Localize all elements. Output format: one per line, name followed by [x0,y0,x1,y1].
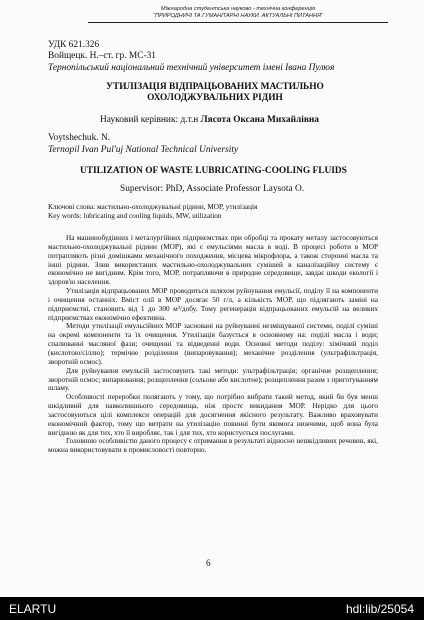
conference-header [88,6,388,19]
university-en: Ternopil Ivan Pul'uj National Technical University [48,145,239,155]
keywords-ua: Ключові слова: мастильно-охолоджувальні рідини, МОР, утилізація [48,203,258,211]
supervisor-ua-name: Лясота Оксана Михайлівна [200,115,319,125]
conference-header-line1: Міжнародна студентська науково - технічна конференція [160,6,316,12]
title-ua: УТИЛІЗАЦІЯ ВІДПРАЦЬОВАНИХ МАСТИЛЬНО ОХОЛОДЖУВАЛЬНИХ РІДИН [106,82,324,103]
handle-id[interactable]: hdl:lib/25054 [345,602,414,616]
paragraph: Особливості переробки полягають у тому, що потрібно вибрати такий метод, який би був менш шкідливий для навколишнього середовища, ніж простє викидання МОР. Нерідко для цього застосовуються цілі комплекси операцій для досягнення якісного результату. Важливо враховувати економічний фактор, тому що витрати на утилізацію повинні бути якомога нижчими, щоб вона була вигідною як для тих, хто її виробляє, так і для тих, хто користується послугами. [48,393,378,437]
supervisor-en: Supervisor: PhD, Associate Professor Laysota O. [120,184,305,194]
paragraph: Для руйнування емульсій застосовують такі методи: ультрафільтрація; органічне розщеплення; зворотній осмос; випарювання; розщеплення (сольове або кислотне); розщеплення разом з приготуванням шламу. [48,366,378,393]
author-ua: Войщецк. Н.–ст. гр. МС-31 [48,51,156,61]
supervisor-ua-label: Науковий керівник: д.т.н [100,115,201,125]
page-number: 6 [206,558,211,568]
title-en: UTILIZATION OF WASTE LUBRICATING-COOLING FLUIDS [80,166,347,176]
udk-code: УДК 621.326 [48,40,100,50]
author-en: Voytshechuk. N. [48,133,111,143]
keywords-en: Key words: lubricating and cooling liquids, MW, utilization [48,212,222,220]
repository-name[interactable]: ELARTU [9,602,57,616]
paragraph: На машинобудівних і металургійних підприємствах при обробці та прокату металу застосовуються мастильно-охолоджувальні рідини (МОР), які є емульсіями масла в воді. В процесі роботи в МОР потрапляють різні домішками механічного походження, місцева мікрофлора, а також сторонні масла та інші рідини. Злив використаних мастильно-охолоджувальних сумішей в каналізаційну систему є економічно не вигідним. Крім того, МОР, потрапляючи в природне середовище, завдає шкоди екології і здоров'ю населення. [48,234,378,287]
header-divider [88,22,388,23]
article-body [48,234,378,455]
university-ua: Тернопільський національний технічний університет імені Івана Пулюя [48,63,335,73]
repository-footer [0,597,424,620]
paragraph: Утилізація відпрацьованих МОР проводиться шляхом руйнування емульсії, поділу її на компоненти і очищення останніх. Вміст олії в МОР досягає 50 г/л, а кількість МОР, що підлягають заміні на підприємстві, становить від 1 до 300 м³/добу. Тому регенерація відпрацьованих емульсій на великих підприємствах економічно ефективна. [48,287,378,322]
paragraph: Головною особливістю даного процесу є отримання в результаті відносно нешкідливих речовин, які, можна використовувати в промисловості повторно. [48,437,378,455]
paragraph: Методи утилізації емульсійних МОР засновані на руйнуванні незміщуваної системи, поділі суміші на окремі компоненти та їх очищення. Утилізація базується в основному на: поділі масла і води; спалюванні масляної фази; очищенні та відведенні води. Основні методи поділу: хімічний поділ (кислотою/сіллю); термічне розділення (випаровування); механічне розділення (ультрафільтрація, зворотній осмос). [48,322,378,366]
conference-header-line2: "ПРИРОДНИЧІ ТА ГУМАНІТАРНІ НАУКИ. АКТУАЛЬНІ ПИТАННЯ" [153,12,323,19]
supervisor-ua [100,115,319,126]
